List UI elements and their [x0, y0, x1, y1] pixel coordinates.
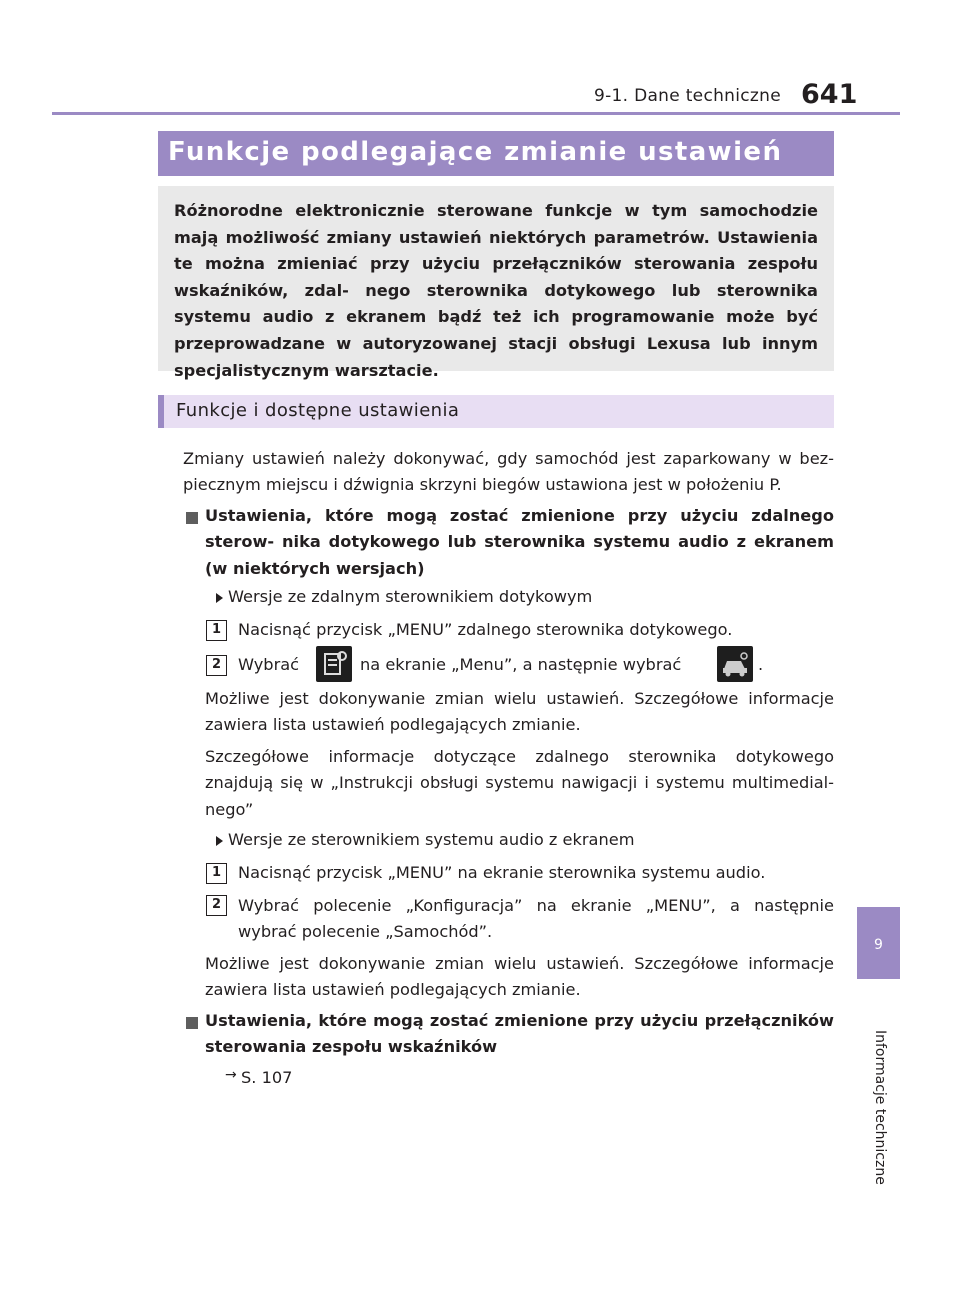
chapter-label: Informacje techniczne: [872, 1030, 888, 1185]
v1-step2-text-b: na ekranie „Menu”, a następnie wybrać: [360, 655, 682, 674]
chapter-tab: [857, 907, 900, 979]
page-reference-link[interactable]: S. 107: [241, 1068, 293, 1087]
subheading-bar: [158, 395, 834, 428]
v1-step2-text-c: .: [758, 655, 764, 674]
v1-step2-text-a: Wybrać: [238, 655, 300, 674]
intro-text: Różnorodne elektronicznie sterowane funkcje w tym samochodzie mają możliwość zmiany ustawień niektórych parametrów. Ustawienia te można zmieniać przy użyciu przełączników sterowania zespołu wskaźników, zdal- nego sterownika dotykowego lub sterownika systemu audio z ekranem bądź też ich programowanie może być przeprowadzane w autoryzowanej stacji obsługi Lexusa lub innym specjalistycznym warsztacie.: [174, 201, 818, 380]
v1-note2: Szczegółowe informacje dotyczące zdalnego sterownika dotykowego znajdują się w „Instrukcji obsługi systemu nawigacji i systemu multimedial- nego”: [205, 747, 834, 819]
variant2-label: Wersje ze sterownikiem systemu audio z ekranem: [228, 830, 635, 849]
header-divider: [52, 112, 900, 115]
v1-step1-text: Nacisnąć przycisk „MENU” zdalnego sterownika dotykowego.: [238, 620, 733, 639]
settings-menu-icon: [316, 646, 352, 682]
subheading: Funkcje i dostępne ustawienia: [176, 400, 460, 421]
triangle-bullet-icon: [216, 836, 223, 846]
intro-box: [158, 186, 834, 380]
square-bullet-icon: [186, 512, 198, 524]
step-number: 2: [206, 895, 227, 916]
v2-step1-text: Nacisnąć przycisk „MENU” na ekranie sterownika systemu audio.: [238, 863, 766, 882]
page-number: 641: [801, 79, 858, 110]
triangle-bullet-icon: [216, 593, 223, 603]
step-number: 2: [206, 655, 227, 676]
variant1-label: Wersje ze zdalnym sterownikiem dotykowym: [228, 587, 593, 606]
section-title: Funkcje podlegające zmianie ustawień: [168, 137, 783, 167]
v2-step2-text: Wybrać polecenie „Konfiguracja” na ekranie „MENU”, a następnie wybrać polecenie „Samochód”.: [238, 896, 834, 942]
header-section-title: 9-1. Dane techniczne: [594, 86, 781, 106]
section1-heading: Ustawienia, które mogą zostać zmienione przy użyciu zdalnego sterow- nika dotykowego lub sterownika systemu audio z ekranem (w niektórych wersjach): [205, 506, 834, 578]
square-bullet-icon: [186, 1017, 198, 1029]
v2-note: Możliwe jest dokonywanie zmian wielu ustawień. Szczegółowe informacje zawiera lista ustawień podlegających zmianie.: [205, 954, 834, 1000]
section2-heading: Ustawienia, które mogą zostać zmienione przy użyciu przełączników sterowania zespołu wskaźników: [205, 1011, 834, 1057]
step-number: 1: [206, 863, 227, 884]
chapter-number: 9: [874, 937, 883, 953]
section-title-bar: [158, 131, 834, 176]
step-number: 1: [206, 620, 227, 641]
v1-note1: Możliwe jest dokonywanie zmian wielu ustawień. Szczegółowe informacje zawiera lista ustawień podlegających zmianie.: [205, 689, 834, 735]
vehicle-icon: [717, 646, 753, 682]
intro-paragraph: Zmiany ustawień należy dokonywać, gdy samochód jest zaparkowany w bez- piecznym miejscu i dźwignia skrzyni biegów ustawiona jest w położeniu P.: [183, 449, 834, 495]
arrow-icon: →: [225, 1067, 237, 1083]
